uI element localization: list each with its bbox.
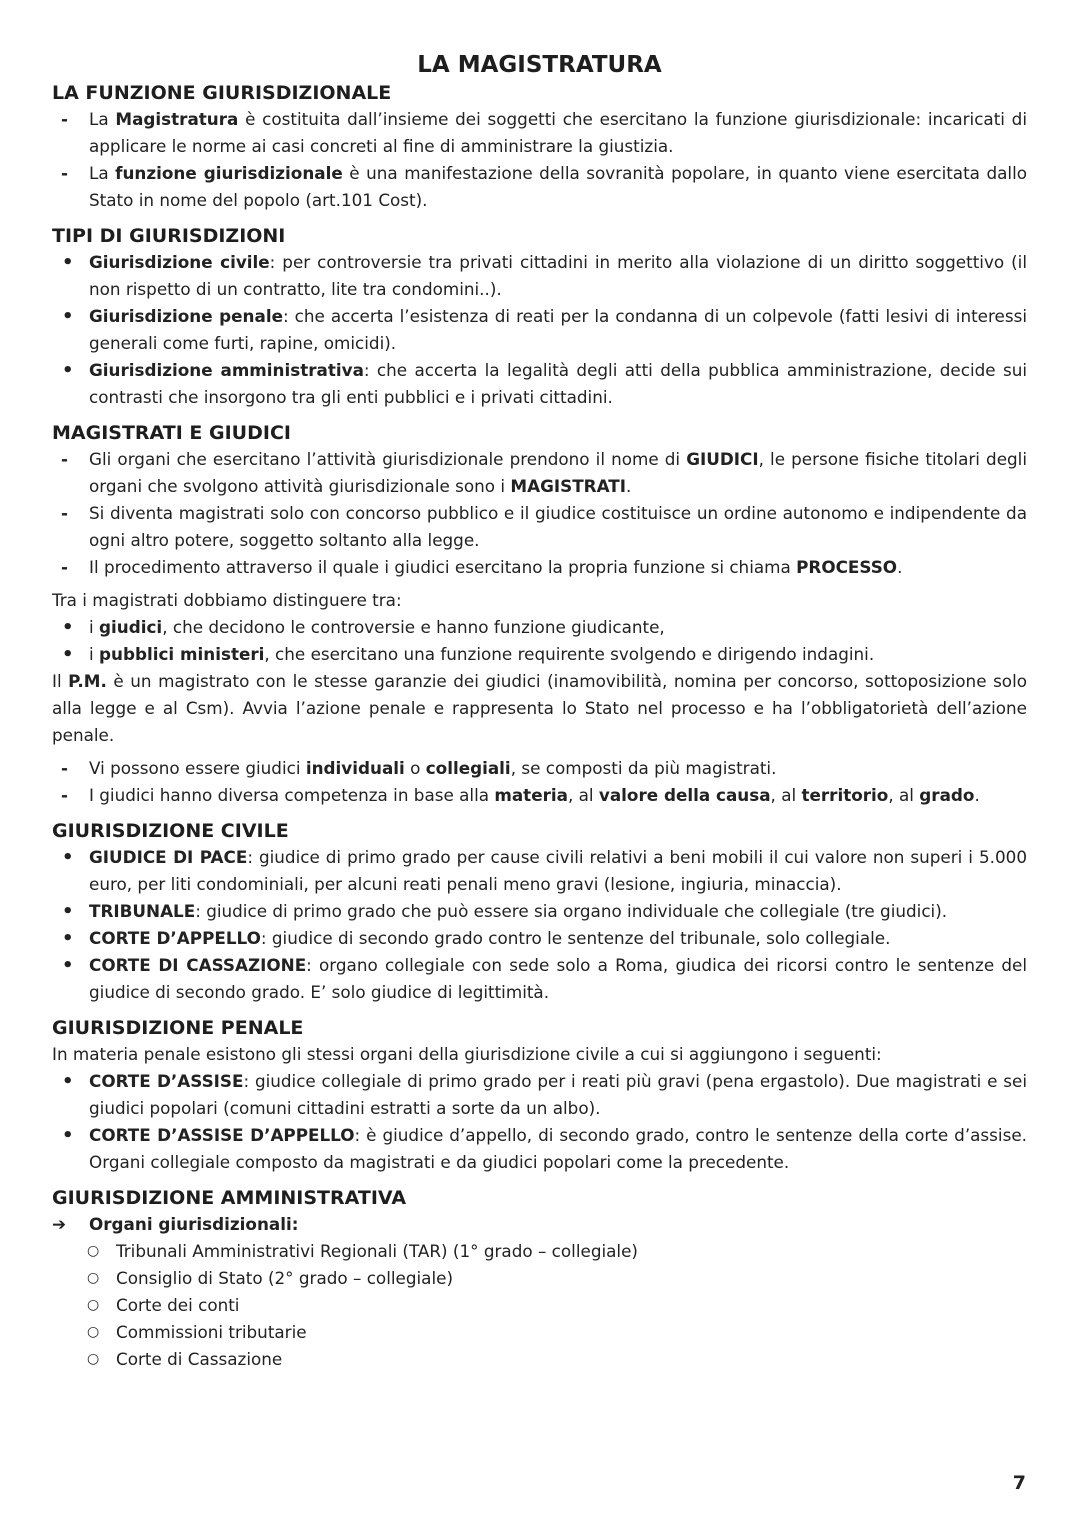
list-item: • CORTE D’ASSISE D’APPELLO: è giudice d’appello, di secondo grado, contro le sentenze della corte d’assise. Organi collegiale composto da magistrati e da giudici popolari come la precedente. [52, 1122, 1027, 1176]
section-heading: LA FUNZIONE GIURISDIZIONALE [52, 82, 392, 104]
section-heading: TIPI DI GIURISDIZIONI [52, 225, 286, 247]
section-penale [52, 1016, 1027, 1176]
bullet-marker: • [62, 1071, 74, 1092]
list-item: • Giurisdizione amministrativa: che accerta la legalità degli atti della pubblica amministrazione, decide sui contrasti che insorgono tra gli enti pubblici e i privati cittadini. [52, 357, 1027, 411]
dash-marker: - [61, 449, 68, 469]
list-item: • CORTE D’ASSISE: giudice collegiale di primo grado per i reati più gravi (pena ergastolo). Due magistrati e sei giudici popolari (comuni cittadini estratti a sorte da un albo). [52, 1068, 1027, 1122]
bullet-marker: • [62, 306, 74, 327]
list-item: • GIUDICE DI PACE: giudice di primo grado per cause civili relativi a beni mobili il cui valore non superi i 5.000 euro, per liti condominiali, per alcuni reati penali meno gravi (lesione, ingiuria, minaccia). [52, 844, 1027, 898]
section-tipi [52, 224, 1027, 411]
arrow-icon: ➔ [52, 1214, 67, 1234]
list-item: • CORTE D’APPELLO: giudice di secondo grado contro le sentenze del tribunale, solo collegiale. [52, 925, 1027, 952]
section-heading: GIURISDIZIONE PENALE [52, 1017, 304, 1039]
list-item: - Gli organi che esercitano l’attività giurisdizionale prendono il nome di GIUDICI, le persone fisiche titolari degli organi che svolgono attività giurisdizionale sono i MAGISTRATI. [52, 446, 1027, 500]
bullet-list [52, 1068, 1027, 1176]
dash-marker: - [61, 758, 68, 778]
bullet-marker: • [62, 360, 74, 381]
list-item: - Vi possono essere giudici individuali o collegiali, se composti da più magistrati. [52, 755, 1027, 782]
list-item: ○ Corte di Cassazione [52, 1346, 1027, 1373]
list-item: ○ Commissioni tributarie [52, 1319, 1027, 1346]
section-heading: GIURISDIZIONE AMMINISTRATIVA [52, 1187, 407, 1209]
bullet-list [52, 249, 1027, 411]
list-item: ○ Corte dei conti [52, 1292, 1027, 1319]
list-item: - I giudici hanno diversa competenza in base alla materia, al valore della causa, al territorio, al grado. [52, 782, 1027, 809]
circle-marker: ○ [87, 1297, 100, 1313]
dash-marker: - [61, 109, 68, 129]
bullet-list [52, 1211, 1027, 1373]
paragraph: In materia penale esistono gli stessi organi della giurisdizione civile a cui si aggiungono i seguenti: [52, 1044, 882, 1064]
list-item: • TRIBUNALE: giudice di primo grado che può essere sia organo individuale che collegiale (tre giudici). [52, 898, 1027, 925]
bullet-marker: • [62, 901, 74, 922]
section-civile [52, 819, 1027, 1006]
dash-marker: - [61, 557, 68, 577]
paragraph: Tra i magistrati dobbiamo distinguere tra: [52, 590, 402, 610]
circle-marker: ○ [87, 1243, 100, 1259]
bullet-marker: • [62, 252, 74, 273]
section-heading: GIURISDIZIONE CIVILE [52, 820, 289, 842]
list-item: • Giurisdizione penale: che accerta l’esistenza di reati per la condanna di un colpevole (fatti lesivi di interessi generali come furti, rapine, omicidi). [52, 303, 1027, 357]
section-funzione [52, 81, 1027, 214]
list-item: - Si diventa magistrati solo con concorso pubblico e il giudice costituisce un ordine autonomo e indipendente da ogni altro potere, soggetto soltanto alla legge. [52, 500, 1027, 554]
bullet-marker: • [62, 955, 74, 976]
list-item: ○ Consiglio di Stato (2° grado – collegiale) [52, 1265, 1027, 1292]
document-title: LA MAGISTRATURA [417, 52, 662, 78]
bullet-list [52, 106, 1027, 214]
bullet-marker: • [62, 1125, 74, 1146]
bullet-list [52, 614, 1027, 668]
list-item: - Il procedimento attraverso il quale i giudici esercitano la propria funzione si chiama PROCESSO. [52, 554, 1027, 581]
bullet-list [52, 446, 1027, 581]
circle-marker: ○ [87, 1270, 100, 1286]
circle-marker: ○ [87, 1351, 100, 1367]
list-item: • i giudici, che decidono le controversie e hanno funzione giudicante, [52, 614, 1027, 641]
dash-marker: - [61, 785, 68, 805]
section-heading: MAGISTRATI E GIUDICI [52, 422, 291, 444]
list-item: • i pubblici ministeri, che esercitano una funzione requirente svolgendo e dirigendo indagini. [52, 641, 1027, 668]
circle-marker: ○ [87, 1324, 100, 1340]
section-magistrati [52, 421, 1027, 809]
dash-marker: - [61, 163, 68, 183]
list-item: - La Magistratura è costituita dall’insieme dei soggetti che esercitano la funzione giurisdizionale: incaricati di applicare le norme ai casi concreti al fine di amministrare la giustizia. [52, 106, 1027, 160]
bullet-list [52, 844, 1027, 1006]
list-item: ○ Tribunali Amministrativi Regionali (TAR) (1° grado – collegiale) [52, 1238, 1027, 1265]
dash-marker: - [61, 503, 68, 523]
list-item: ➔ Organi giurisdizionali: [52, 1211, 1027, 1238]
list-item: • CORTE DI CASSAZIONE: organo collegiale con sede solo a Roma, giudica dei ricorsi contro le sentenze del giudice di secondo grado. E’ solo giudice di legittimità. [52, 952, 1027, 1006]
bullet-list [52, 755, 1027, 809]
bullet-marker: • [62, 644, 74, 665]
page-number: 7 [1012, 1472, 1026, 1494]
list-item: • Giurisdizione civile: per controversie tra privati cittadini in merito alla violazione di un diritto soggettivo (il non rispetto di un contratto, lite tra condomini..). [52, 249, 1027, 303]
bullet-marker: • [62, 617, 74, 638]
document-page [52, 52, 1027, 1383]
bullet-marker: • [62, 928, 74, 949]
paragraph: Il P.M. è un magistrato con le stesse garanzie dei giudici (inamovibilità, nomina per concorso, sottoposizione solo alla legge e al Csm). Avvia l’azione penale e rappresenta lo Stato nel processo e ha l’obbligatorietà dell’azione penale. [52, 671, 1028, 745]
list-item: - La funzione giurisdizionale è una manifestazione della sovranità popolare, in quanto viene esercitata dallo Stato in nome del popolo (art.101 Cost). [52, 160, 1027, 214]
section-amministrativa [52, 1186, 1027, 1373]
bullet-marker: • [62, 847, 74, 868]
